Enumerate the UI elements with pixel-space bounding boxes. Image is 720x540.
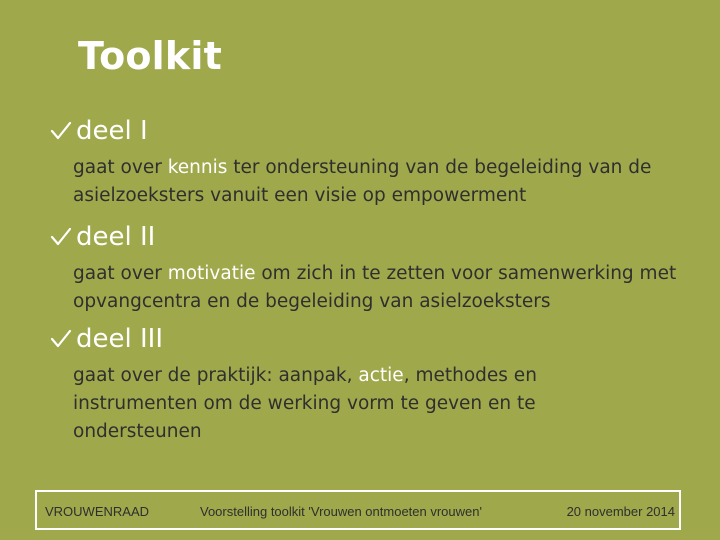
slide-title: Toolkit bbox=[78, 34, 222, 78]
check-icon bbox=[50, 226, 72, 248]
footer-organization: VROUWENRAAD bbox=[45, 504, 150, 519]
check-icon bbox=[50, 328, 72, 350]
section-heading bbox=[50, 116, 700, 146]
section-deel-2 bbox=[50, 222, 700, 316]
description-text: gaat over bbox=[73, 263, 168, 284]
slide-footer bbox=[35, 490, 681, 530]
section-heading bbox=[50, 222, 700, 252]
section-description bbox=[73, 154, 700, 210]
section-heading-label: deel II bbox=[76, 222, 156, 252]
section-heading bbox=[50, 324, 700, 354]
description-text: gaat over bbox=[73, 157, 168, 178]
highlighted-keyword: kennis bbox=[167, 157, 228, 178]
section-description bbox=[73, 260, 700, 316]
description-text: ter ondersteuning van de begeleiding van de asielzoeksters vanuit een visie op empowerment bbox=[73, 157, 652, 206]
footer-date: 20 november 2014 bbox=[566, 504, 675, 519]
description-text: , methodes en instrumenten om de werking vorm te geven en te ondersteunen bbox=[73, 365, 537, 442]
description-text: om zich in te zetten voor samenwerking met opvangcentra en de begeleiding van asielzoeksters bbox=[73, 263, 677, 312]
section-deel-1 bbox=[50, 116, 700, 210]
highlighted-keyword: motivatie bbox=[167, 263, 256, 284]
highlighted-keyword: actie bbox=[358, 365, 404, 386]
section-deel-3 bbox=[50, 324, 700, 446]
section-description bbox=[73, 362, 593, 446]
section-heading-label: deel III bbox=[76, 324, 163, 354]
check-icon bbox=[50, 120, 72, 142]
description-text: gaat over de praktijk: aanpak, bbox=[73, 365, 359, 386]
footer-presentation-title: Voorstelling toolkit 'Vrouwen ontmoeten vrouwen' bbox=[200, 504, 482, 519]
section-heading-label: deel I bbox=[76, 116, 148, 146]
